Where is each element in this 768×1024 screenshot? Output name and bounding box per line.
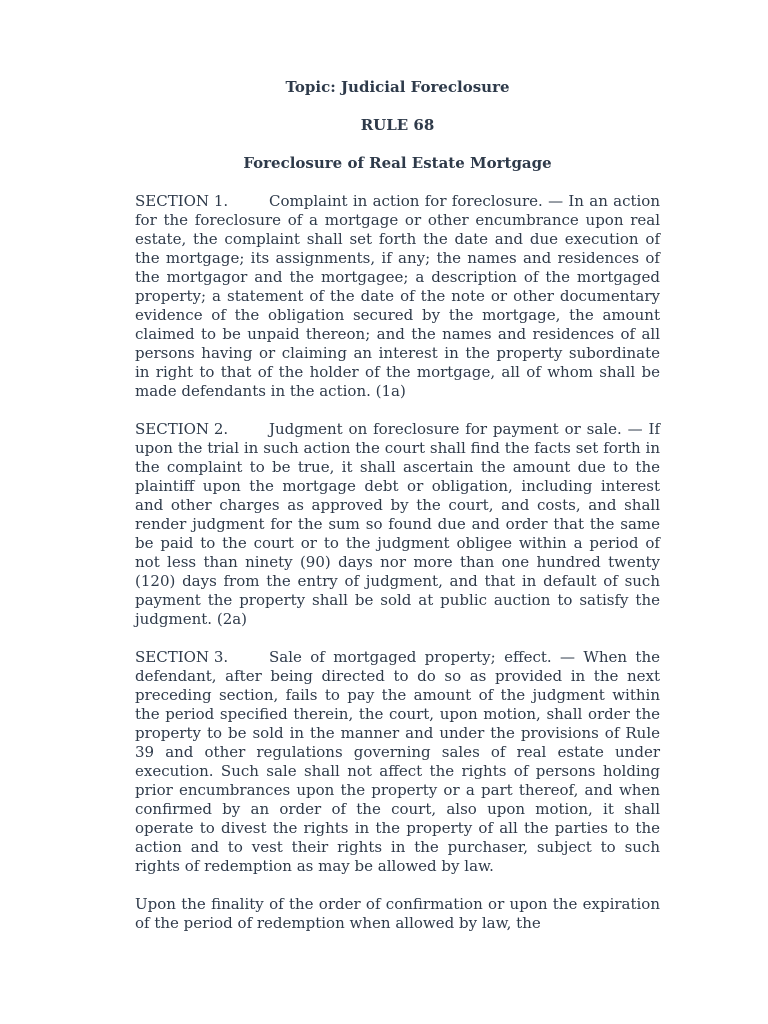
document-page: [135, 78, 660, 952]
section-1: [135, 192, 660, 401]
rule-number: RULE 68: [360, 116, 435, 134]
section-3: [135, 648, 660, 876]
section-text: Judgment on foreclosure for payment or sale. — If upon the trial in such action the court shall find the facts set forth in the complaint to be true, it shall ascertain the amount due to the plaintiff upon the mortgage debt or obligation, including interest and other charges as approved by the court, and costs, and shall render judgment for the sum so found due and order that the same be paid to the court or to the judgment obligee within a period of not less than ninety (90) days nor more than one hundred twenty (120) days from the entry of judgment, and that in default of such payment the property shall be sold at public auction to satisfy the judgment. (2a): [135, 420, 660, 628]
rule-title: Foreclosure of Real Estate Mortgage: [243, 154, 552, 172]
section-text: Complaint in action for foreclosure. — In an action for the foreclosure of a mortgage or other encumbrance upon real estate, the complaint shall set forth the date and due execution of the mortgage; its assignments, if any; the names and residences of the mortgagor and the mortgagee; a description of the mortgaged property; a statement of the date of the note or other documentary evidence of the obligation secured by the mortgage, the amount claimed to be unpaid thereon; and the names and residences of all persons having or claiming an interest in the property subordinate in right to that of the holder of the mortgage, all of whom shall be made defendants in the action. (1a): [135, 192, 660, 400]
section-number: SECTION 2.: [135, 420, 229, 438]
topic-heading: Topic: Judicial Foreclosure: [285, 78, 510, 96]
section-text: Sale of mortgaged property; effect. — When the defendant, after being directed to do so as provided in the next preceding section, fails to pay the amount of the judgment within the period specified therein, the court, upon motion, shall order the property to be sold in the manner and under the provisions of Rule 39 and other regulations governing sales of real estate under execution. Such sale shall not affect the rights of persons holding prior encumbrances upon the property or a part thereof, and when confirmed by an order of the court, also upon motion, it shall operate to divest the rights in the property of all the parties to the action and to vest their rights in the purchaser, subject to such rights of redemption as may be allowed by law.: [135, 648, 660, 875]
section-2: [135, 420, 660, 629]
continuation-paragraph: Upon the finality of the order of confirmation or upon the expiration of the period of redemption when allowed by law, the: [135, 895, 660, 932]
section-number: SECTION 3.: [135, 648, 229, 666]
section-number: SECTION 1.: [135, 192, 229, 210]
